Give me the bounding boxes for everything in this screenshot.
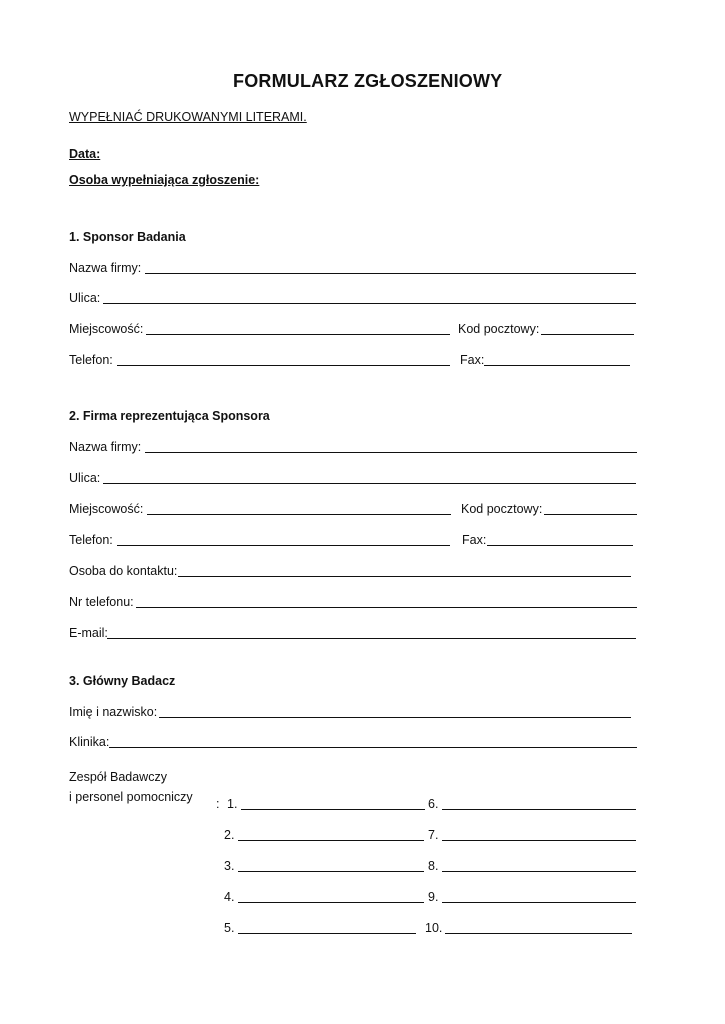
- s2-contact-label: Osoba do kontaktu:: [69, 564, 178, 578]
- s1-city-label: Miejscowość:: [69, 322, 144, 336]
- section1-heading: 1. Sponsor Badania: [69, 230, 186, 244]
- s2-city-label: Miejscowość:: [69, 502, 144, 516]
- team-member-field-10[interactable]: [445, 933, 632, 934]
- s2-email-field[interactable]: [107, 638, 636, 639]
- instruction-text: WYPEŁNIAĆ DRUKOWANYMI LITERAMI.: [69, 110, 307, 124]
- s2-contact-phone-field[interactable]: [136, 607, 637, 608]
- s1-phone-label: Telefon:: [69, 353, 113, 367]
- s2-company-label: Nazwa firmy:: [69, 440, 142, 454]
- team-member-field-4[interactable]: [238, 902, 424, 903]
- team-number-7: 7.: [428, 828, 439, 842]
- team-member-field-2[interactable]: [238, 840, 424, 841]
- s1-postal-label: Kod pocztowy:: [458, 322, 540, 336]
- team-member-field-3[interactable]: [238, 871, 424, 872]
- s3-team-colon: :: [216, 797, 220, 811]
- team-number-1: 1.: [227, 797, 238, 811]
- team-number-2: 2.: [224, 828, 235, 842]
- s2-phone-field[interactable]: [117, 545, 450, 546]
- team-number-9: 9.: [428, 890, 439, 904]
- team-member-field-5[interactable]: [238, 933, 416, 934]
- s2-postal-label: Kod pocztowy:: [461, 502, 543, 516]
- team-number-4: 4.: [224, 890, 235, 904]
- form-title: FORMULARZ ZGŁOSZENIOWY: [233, 71, 503, 91]
- s1-postal-field[interactable]: [541, 334, 634, 335]
- s2-contact-field[interactable]: [178, 576, 631, 577]
- team-member-field-9[interactable]: [442, 902, 636, 903]
- s3-team-label-line2: i personel pomocniczy: [69, 790, 193, 804]
- s3-name-field[interactable]: [159, 717, 631, 718]
- section2-heading: 2. Firma reprezentująca Sponsora: [69, 409, 270, 423]
- filler-label: Osoba wypełniająca zgłoszenie:: [69, 173, 260, 187]
- s2-fax-field[interactable]: [487, 545, 633, 546]
- s2-street-label: Ulica:: [69, 471, 101, 485]
- s2-contact-phone-label: Nr telefonu:: [69, 595, 134, 609]
- date-label: Data:: [69, 147, 101, 161]
- s1-company-label: Nazwa firmy:: [69, 261, 142, 275]
- s1-company-field[interactable]: [145, 273, 636, 274]
- s1-phone-field[interactable]: [117, 365, 450, 366]
- s3-clinic-field[interactable]: [109, 747, 637, 748]
- team-number-10: 10.: [425, 921, 443, 935]
- section3-heading: 3. Główny Badacz: [69, 674, 176, 688]
- s2-fax-label: Fax:: [462, 533, 487, 547]
- team-number-3: 3.: [224, 859, 235, 873]
- s3-clinic-label: Klinika:: [69, 735, 110, 749]
- team-number-5: 5.: [224, 921, 235, 935]
- team-member-field-1[interactable]: [241, 809, 425, 810]
- team-member-field-7[interactable]: [442, 840, 636, 841]
- s1-city-field[interactable]: [146, 334, 450, 335]
- s1-street-field[interactable]: [103, 303, 636, 304]
- s1-fax-field[interactable]: [484, 365, 630, 366]
- s3-name-label: Imię i nazwisko:: [69, 705, 158, 719]
- team-member-field-8[interactable]: [442, 871, 636, 872]
- s1-street-label: Ulica:: [69, 291, 101, 305]
- s2-postal-field[interactable]: [544, 514, 637, 515]
- team-member-field-6[interactable]: [442, 809, 636, 810]
- s2-email-label: E-mail:: [69, 626, 108, 640]
- team-number-8: 8.: [428, 859, 439, 873]
- s2-city-field[interactable]: [147, 514, 451, 515]
- team-number-6: 6.: [428, 797, 439, 811]
- s2-street-field[interactable]: [103, 483, 636, 484]
- s2-company-field[interactable]: [145, 452, 637, 453]
- s2-phone-label: Telefon:: [69, 533, 113, 547]
- s3-team-label-line1: Zespół Badawczy: [69, 770, 167, 784]
- s1-fax-label: Fax:: [460, 353, 485, 367]
